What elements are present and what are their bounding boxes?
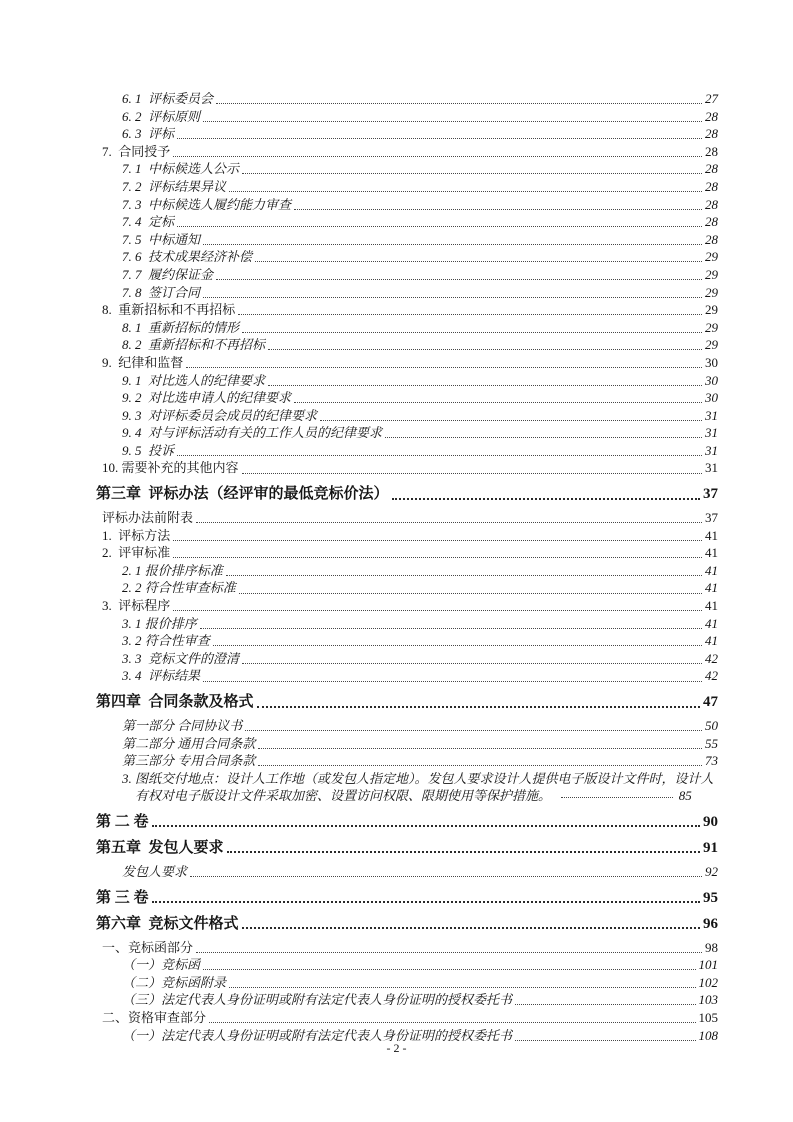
toc-entry-title: （一）法定代表人身份证明或附有法定代表人身份证明的授权委托书	[122, 1027, 513, 1043]
toc-entry-title: 7. 8 签订合同	[122, 284, 201, 300]
toc-entry-page: 28	[705, 196, 718, 212]
dotted-leader	[294, 209, 702, 210]
dotted-leader	[385, 437, 702, 438]
toc-row	[96, 974, 718, 992]
toc-entry-page: 42	[705, 668, 718, 684]
dotted-leader	[177, 138, 702, 139]
toc-entry-page: 98	[705, 939, 718, 955]
toc-entry-title: 第 二 卷	[96, 813, 149, 830]
toc-row	[96, 90, 718, 108]
dotted-leader	[226, 575, 702, 576]
dotted-leader	[216, 279, 702, 280]
dotted-leader	[561, 797, 673, 798]
toc-entry-title: 3. 2 符合性审查	[122, 633, 210, 649]
toc-entry-page: 28	[705, 143, 718, 159]
toc-entry-page: 29	[705, 249, 718, 265]
toc-row	[96, 284, 718, 302]
toc-entry-title: 7. 4 定标	[122, 214, 175, 230]
toc-row	[96, 915, 718, 933]
toc-row	[96, 485, 718, 503]
dotted-leader	[257, 706, 700, 708]
toc-row	[96, 372, 718, 390]
toc-row	[96, 752, 718, 770]
dotted-leader	[242, 173, 702, 174]
toc-entry-title: 3. 评标程序	[102, 598, 171, 614]
toc-entry-title: 7. 合同授予	[102, 143, 171, 159]
toc-row	[96, 266, 718, 284]
toc-entry-title: 6. 3 评标	[122, 126, 175, 142]
toc-row	[96, 939, 718, 957]
toc-entry-title: 6. 1 评标委员会	[122, 91, 214, 106]
toc-entry-page: 108	[698, 1027, 718, 1043]
toc-entry-title: 发包人要求	[122, 863, 188, 879]
toc-row	[96, 956, 718, 974]
dotted-leader	[190, 876, 702, 877]
toc-entry-page: 42	[705, 650, 718, 666]
toc-entry-title: 第三章 评标办法（经评审的最低竞标价法）	[96, 486, 389, 503]
toc-row	[96, 213, 718, 231]
toc-row	[96, 889, 718, 907]
dotted-leader	[268, 385, 702, 386]
toc-entry-title: （二）竞标函附录	[122, 974, 227, 990]
toc-entry-page: 41	[705, 527, 718, 543]
toc-row	[96, 735, 718, 753]
toc-entry-title: 第三部分 专用合同条款	[122, 753, 256, 769]
toc-entry-page: 30	[705, 372, 718, 388]
dotted-leader	[203, 969, 695, 970]
toc-row	[96, 336, 718, 354]
toc-entry-page: 41	[705, 562, 718, 578]
toc-entry-page: 55	[705, 735, 718, 751]
toc-row	[96, 231, 718, 249]
toc-entry-title: 9. 5 投诉	[122, 442, 175, 458]
dotted-leader	[152, 825, 700, 827]
toc-entry-page: 31	[705, 425, 718, 441]
page-number-footer: - 2 -	[386, 1041, 407, 1055]
toc-entry-page: 28	[705, 108, 718, 124]
toc-entry-page: 95	[703, 889, 718, 906]
dotted-leader	[320, 420, 702, 421]
toc-row	[96, 301, 718, 319]
toc-row	[96, 632, 718, 650]
toc-row	[96, 770, 718, 805]
toc-entry-title: 8. 重新招标和不再招标	[102, 302, 236, 318]
toc-entry-page: 41	[705, 598, 718, 614]
toc-row	[96, 839, 718, 857]
toc-entry-page: 101	[698, 957, 718, 973]
toc-entry-page: 37	[705, 510, 718, 526]
dotted-leader	[242, 663, 702, 664]
toc-row	[96, 389, 718, 407]
dotted-leader	[173, 610, 702, 611]
dotted-leader	[177, 455, 702, 456]
toc-entry-page: 31	[705, 460, 718, 476]
dotted-leader	[242, 927, 700, 929]
dotted-leader	[245, 730, 702, 731]
toc-entry-title: 3. 3 竞标文件的澄清	[122, 650, 240, 666]
toc-entry-page: 29	[705, 284, 718, 300]
toc-entry-title: 3. 图纸交付地点：设计人工作地（或发包人指定地）。发包人要求设计人提供电子版设计文件时，设计人有权对电子版设计文件采取加密、设置访问权限、限期使用等保护措施。	[122, 770, 714, 804]
toc-entry-page: 102	[698, 974, 718, 990]
toc-entry-page: 28	[705, 214, 718, 230]
page-footer	[0, 1041, 793, 1056]
toc-entry-page: 29	[705, 302, 718, 318]
dotted-leader	[213, 645, 702, 646]
toc-entry-title: 9. 3 对评标委员会成员的纪律要求	[122, 407, 318, 423]
toc-entry-title: 9. 1 对比选人的纪律要求	[122, 372, 266, 388]
toc-entry-title: 3. 1 报价排序	[122, 615, 197, 631]
toc-entry-page: 30	[705, 354, 718, 370]
toc-entry-page: 28	[705, 161, 718, 177]
toc-list	[96, 90, 718, 1044]
dotted-leader	[173, 557, 702, 558]
dotted-leader	[258, 765, 702, 766]
toc-row	[96, 813, 718, 831]
toc-entry-title: 第一部分 合同协议书	[122, 718, 243, 733]
dotted-leader	[216, 103, 702, 104]
toc-row	[96, 693, 718, 711]
toc-row	[96, 160, 718, 178]
dotted-leader	[242, 473, 702, 474]
dotted-leader	[294, 402, 702, 403]
toc-entry-title: 1. 评标方法	[102, 527, 171, 543]
toc-entry-page: 31	[705, 442, 718, 458]
toc-entry-page: 30	[705, 390, 718, 406]
toc-entry-page: 31	[705, 407, 718, 423]
toc-row	[96, 108, 718, 126]
toc-entry-title: 7. 5 中标通知	[122, 231, 201, 247]
toc-entry-title: 第 三 卷	[96, 889, 149, 906]
toc-entry-page: 47	[703, 694, 718, 710]
dotted-leader	[177, 226, 702, 227]
dotted-leader	[229, 191, 702, 192]
toc-row	[96, 863, 718, 881]
dotted-leader	[186, 367, 702, 368]
toc-entry-title: 一、竞标函部分	[102, 939, 194, 955]
toc-entry-title: 2. 1 报价排序标准	[122, 562, 223, 578]
toc-entry-page: 96	[703, 915, 718, 932]
toc-entry-title: 7. 1 中标候选人公示	[122, 161, 240, 177]
toc-entry-page: 73	[705, 753, 718, 769]
toc-entry-title: 7. 2 评标结果异议	[122, 178, 227, 194]
dotted-leader	[268, 349, 702, 350]
toc-row	[96, 442, 718, 460]
toc-entry-page: 28	[705, 126, 718, 142]
toc-entry-title: 3. 4 评标结果	[122, 668, 201, 684]
dotted-leader	[227, 851, 700, 853]
toc-entry-page: 29	[705, 319, 718, 335]
toc-entry-page: 37	[703, 486, 718, 503]
toc-row	[96, 509, 718, 527]
toc-entry-page: 41	[705, 545, 718, 561]
toc-entry-page: 91	[703, 839, 718, 856]
toc-row	[96, 459, 718, 477]
toc-row	[96, 667, 718, 685]
toc-entry-title: 评标办法前附表	[102, 510, 194, 526]
dotted-leader	[200, 628, 702, 629]
toc-entry-page: 41	[705, 633, 718, 649]
toc-row	[96, 615, 718, 633]
toc-entry-page: 28	[705, 231, 718, 247]
toc-entry-page: 92	[705, 863, 718, 879]
toc-entry-page: 85	[678, 788, 692, 804]
dotted-leader	[258, 748, 702, 749]
dotted-leader	[203, 297, 702, 298]
toc-row	[96, 178, 718, 196]
toc-row	[96, 125, 718, 143]
toc-row	[96, 1009, 718, 1027]
toc-entry-page: 29	[705, 337, 718, 353]
toc-entry-title: 8. 2 重新招标和不再招标	[122, 337, 266, 353]
toc-row	[96, 143, 718, 161]
dotted-leader	[203, 681, 702, 682]
toc-row	[96, 527, 718, 545]
toc-entry-title: 9. 纪律和监督	[102, 354, 184, 370]
dotted-leader	[196, 952, 702, 953]
toc-row	[96, 544, 718, 562]
toc-row	[96, 248, 718, 266]
toc-entry-title: 二、资格审查部分	[102, 1009, 207, 1025]
toc-entry-page: 28	[705, 178, 718, 194]
toc-entry-title: 2. 2 符合性审查标准	[122, 580, 236, 596]
toc-entry-title: 第四章 合同条款及格式	[96, 694, 254, 710]
toc-row	[96, 717, 718, 735]
toc-row	[96, 991, 718, 1009]
dotted-leader	[229, 987, 695, 988]
toc-entry-title: 7. 7 履约保证金	[122, 266, 214, 282]
dotted-leader	[242, 332, 702, 333]
toc-entry-page: 103	[698, 992, 718, 1008]
toc-entry-page: 29	[705, 266, 718, 282]
toc-entry-title: 第二部分 通用合同条款	[122, 735, 256, 751]
dotted-leader	[515, 1004, 695, 1005]
dotted-leader	[173, 540, 702, 541]
toc-entry-title: 9. 2 对比选申请人的纪律要求	[122, 390, 292, 406]
dotted-leader	[152, 901, 700, 903]
toc-entry-title: 7. 6 技术成果经济补偿	[122, 249, 253, 265]
toc-entry-title: 第六章 竞标文件格式	[96, 915, 239, 932]
dotted-leader	[203, 244, 702, 245]
toc-row	[96, 407, 718, 425]
toc-entry-title: （三）法定代表人身份证明或附有法定代表人身份证明的授权委托书	[122, 992, 513, 1008]
toc-entry-title: 8. 1 重新招标的情形	[122, 319, 240, 335]
toc-row	[96, 597, 718, 615]
toc-entry-title: 第五章 发包人要求	[96, 839, 224, 856]
toc-row	[96, 319, 718, 337]
toc-row	[96, 650, 718, 668]
dotted-leader	[209, 1022, 695, 1023]
toc-entry-page: 41	[705, 580, 718, 596]
dotted-leader	[255, 261, 702, 262]
toc-entry-page: 27	[705, 91, 718, 106]
toc-entry-title: （一）竞标函	[122, 957, 201, 973]
toc-row	[96, 354, 718, 372]
toc-row	[96, 196, 718, 214]
dotted-leader	[239, 593, 702, 594]
toc-entry-title: 9. 4 对与评标活动有关的工作人员的纪律要求	[122, 425, 383, 441]
dotted-leader	[238, 314, 702, 315]
toc-row	[96, 424, 718, 442]
toc-entry-page: 41	[705, 615, 718, 631]
dotted-leader	[196, 522, 702, 523]
toc-entry-title: 6. 2 评标原则	[122, 108, 201, 124]
dotted-leader	[173, 156, 702, 157]
toc-entry-page: 105	[698, 1009, 718, 1025]
toc-entry-page: 90	[703, 813, 718, 830]
toc-row	[96, 579, 718, 597]
toc-row	[96, 562, 718, 580]
dotted-leader	[392, 498, 700, 500]
dotted-leader	[203, 121, 702, 122]
toc-entry-page: 50	[705, 718, 718, 733]
toc-entry-title: 7. 3 中标候选人履约能力审查	[122, 196, 292, 212]
toc-entry-title: 2. 评审标准	[102, 545, 171, 561]
toc-entry-title: 10. 需要补充的其他内容	[102, 460, 239, 476]
